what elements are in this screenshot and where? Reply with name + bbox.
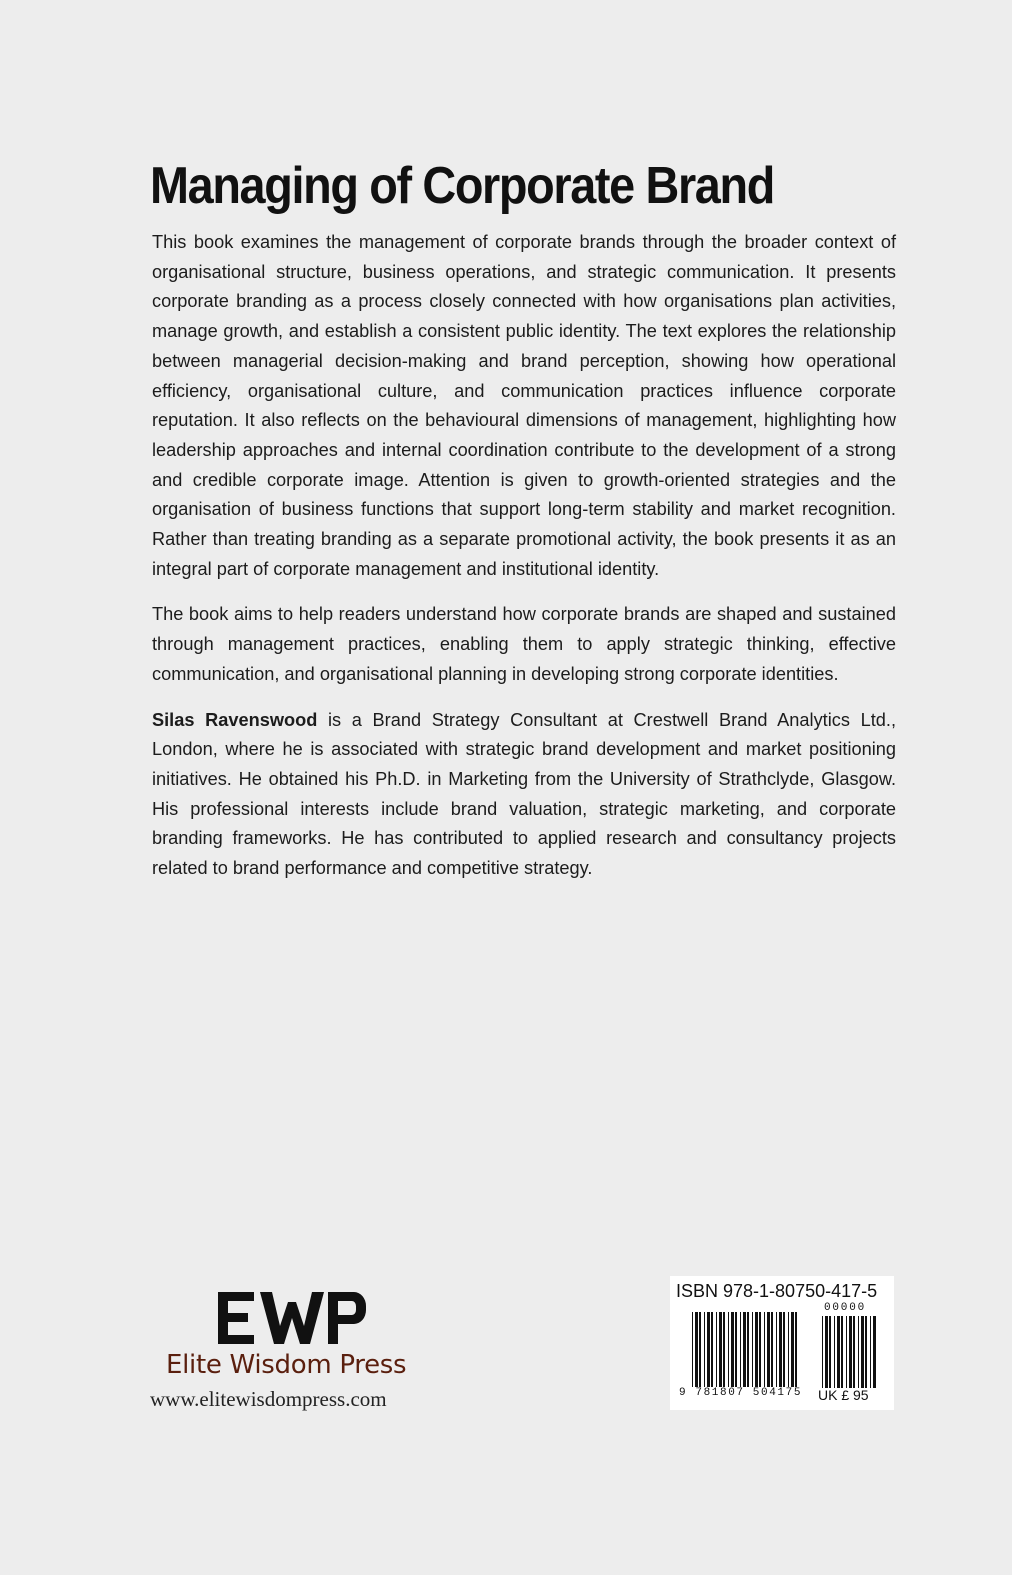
barcode-bar bbox=[755, 1312, 758, 1392]
barcode-bar bbox=[728, 1312, 729, 1392]
barcode-bar bbox=[716, 1312, 717, 1392]
barcode-bar bbox=[795, 1312, 797, 1392]
barcode-bar bbox=[707, 1312, 710, 1392]
barcode-bar bbox=[695, 1312, 698, 1392]
barcode-bar bbox=[767, 1312, 770, 1392]
isbn-barcode-block bbox=[670, 1276, 894, 1410]
barcode-bar bbox=[776, 1312, 777, 1392]
barcode-bar bbox=[764, 1312, 765, 1392]
barcode-bar bbox=[699, 1312, 701, 1392]
barcode-bar bbox=[829, 1316, 831, 1388]
barcode-bar bbox=[711, 1312, 713, 1392]
isbn-number: ISBN 978-1-80750-417-5 bbox=[676, 1281, 878, 1301]
barcode-bar bbox=[861, 1316, 864, 1388]
barcode-bar bbox=[834, 1316, 835, 1388]
barcode-bar bbox=[740, 1312, 741, 1392]
barcode-bar bbox=[822, 1316, 823, 1388]
barcode-bar bbox=[858, 1316, 859, 1388]
barcode-bar bbox=[783, 1312, 785, 1392]
barcode-addon-digits: 00000 bbox=[824, 1302, 867, 1314]
barcode-bar bbox=[752, 1312, 753, 1392]
barcode-bar bbox=[788, 1312, 789, 1392]
book-title: Managing of Corporate Brand bbox=[150, 157, 774, 215]
barcode-bar bbox=[779, 1312, 782, 1392]
barcode-bar bbox=[846, 1316, 847, 1388]
barcode-bar bbox=[692, 1312, 693, 1392]
barcode-bar bbox=[735, 1312, 737, 1392]
publisher-logo bbox=[218, 1292, 366, 1344]
barcode-bar bbox=[865, 1316, 867, 1388]
barcode-bar bbox=[837, 1316, 840, 1388]
barcode-bar bbox=[759, 1312, 761, 1392]
barcode-bar bbox=[719, 1312, 722, 1392]
barcode-bar bbox=[841, 1316, 843, 1388]
publisher-name: Elite Wisdom Press bbox=[166, 1350, 407, 1380]
barcode-digits: 9 781807 504175 bbox=[679, 1387, 803, 1399]
barcode-bar bbox=[853, 1316, 855, 1388]
barcode-bar bbox=[743, 1312, 746, 1392]
price: UK £ 95 bbox=[818, 1387, 869, 1403]
barcode-bar bbox=[747, 1312, 749, 1392]
barcode-bar bbox=[731, 1312, 734, 1392]
author-name: Silas Ravenswood bbox=[152, 709, 318, 730]
back-cover-text bbox=[152, 228, 896, 900]
barcode-bar bbox=[825, 1316, 828, 1388]
barcode-bar bbox=[870, 1316, 871, 1388]
author-bio bbox=[152, 706, 896, 884]
barcode-bar bbox=[771, 1312, 773, 1392]
barcode-bar bbox=[704, 1312, 705, 1392]
barcode-bar bbox=[791, 1312, 794, 1392]
barcode-bar bbox=[723, 1312, 725, 1392]
barcode-bar bbox=[873, 1316, 876, 1388]
barcode-bar bbox=[849, 1316, 852, 1388]
aims-paragraph: The book aims to help readers understand how corporate brands are shaped and sustained through management practices, enabling them to apply strategic thinking, effective communication, and organisational planning in developing strong corporate identities. bbox=[152, 604, 896, 684]
publisher-url: www.elitewisdompress.com bbox=[150, 1387, 387, 1411]
description-paragraph: This book examines the management of corporate brands through the broader context of organisational structure, business operations, and strategic communication. It presents corporate branding as a process closely connected with how organisations plan activities, manage growth, and establish a consistent public identity. The text explores the relationship between managerial decision-making and brand perception, showing how operational efficiency, organisational culture, and communication practices influence corporate reputation. It also reflects on the behavioural dimensions of management, highlighting how leadership approaches and internal coordination contribute to the development of a strong and credible corporate image. Attention is given to growth-oriented strategies and the organisation of business functions that support long-term stability and market recognition. Rather than treating branding as a separate promotional activity, the book presents it as an integral part of corporate management and institutional identity. bbox=[152, 232, 896, 579]
author-bio-text: is a Brand Strategy Consultant at Crestwell Brand Analytics Ltd., London, where he is associated with strategic brand development and market positioning initiatives. He obtained his Ph.D. in Marketing from the University of Strathclyde, Glasgow. His professional interests include brand valuation, strategic marketing, and corporate branding frameworks. He has contributed to applied research and consultancy projects related to brand performance and competitive strategy. bbox=[152, 709, 896, 879]
